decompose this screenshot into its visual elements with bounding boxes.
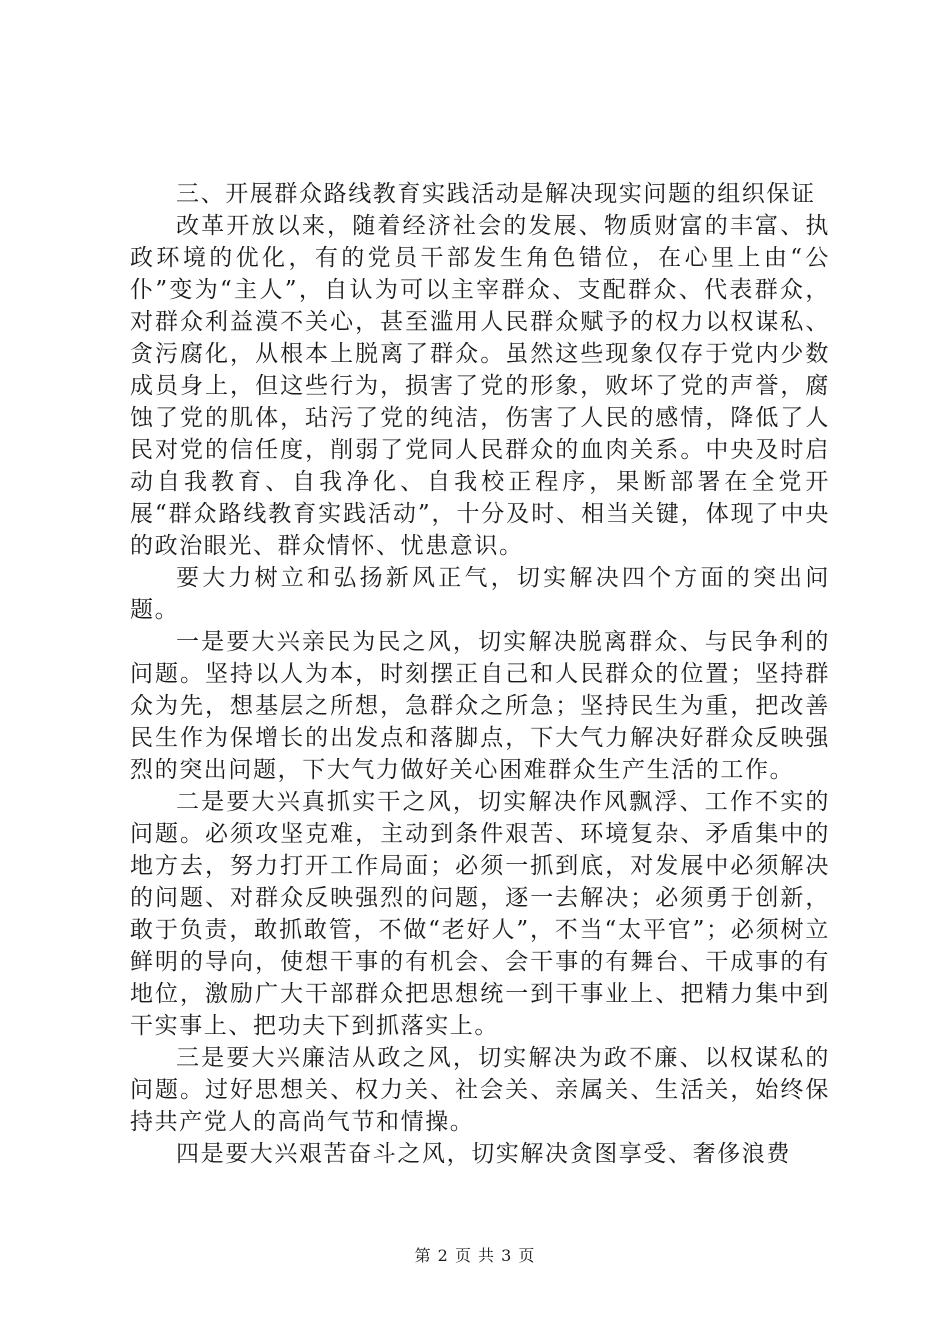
body-paragraph: 三是要大兴廉洁从政之风，切实解决为政不廉、以权谋私的问题。过好思想关、权力关、社会关、亲属关、生活关，始终保持共产党人的高尚气节和情操。 bbox=[130, 1045, 830, 1135]
section-heading: 三、开展群众路线教育实践活动是解决现实问题的组织保证 bbox=[176, 181, 816, 207]
body-paragraph: 一是要大兴亲民为民之风，切实解决脱离群众、与民争利的问题。坚持以人为本，时刻摆正自己和人民群众的位置；坚持群众为先，想基层之所想，急群众之所急；坚持民生为重，把改善民生作为保增长的出发点和落脚点，下大气力解决好群众反映强烈的突出问题，下大气力做好关心困难群众生产生活的工作。 bbox=[130, 629, 830, 783]
body-paragraph: 改革开放以来，随着经济社会的发展、物质财富的丰富、执政环境的优化，有的党员干部发生角色错位，在心里上由“公仆”变为“主人”，自认为可以主宰群众、支配群众、代表群众，对群众利益漠不关心，甚至滥用人民群众赋予的权力以权谋私、贪污腐化，从根本上脱离了群众。虽然这些现象仅存于党内少数成员身上，但这些行为，损害了党的形象，败坏了党的声誉，腐蚀了党的肌体，玷污了党的纯洁，伤害了人民的感情，降低了人民对党的信任度，削弱了党同人民群众的血肉关系。中央及时启动自我教育、自我净化、自我校正程序，果断部署在全党开展“群众路线教育实践活动”，十分及时、相当关键，体现了中央的政治眼光、群众情怀、忧患意识。 bbox=[130, 213, 830, 559]
body-paragraph: 四是要大兴艰苦奋斗之风，切实解决贪图享受、奢侈浪费 bbox=[176, 1141, 791, 1167]
body-paragraph: 二是要大兴真抓实干之风，切实解决作风飘浮、工作不实的问题。必须攻坚克难，主动到条件艰苦、环境复杂、矛盾集中的地方去，努力打开工作局面；必须一抓到底，对发展中必须解决的问题、对群众反映强烈的问题，逐一去解决；必须勇于创新，敢于负责，敢抓敢管，不做“老好人”，不当“太平官”；必须树立鲜明的导向，使想干事的有机会、会干事的有舞台、干成事的有地位，激励广大干部群众把思想统一到干事业上、把精力集中到干实事上、把功夫下到抓落实上。 bbox=[130, 789, 830, 1039]
body-paragraph: 要大力树立和弘扬新风正气，切实解决四个方面的突出问题。 bbox=[130, 565, 830, 623]
page-number: 第 2 页 共 3 页 bbox=[414, 1246, 536, 1265]
document-body bbox=[130, 178, 830, 1170]
